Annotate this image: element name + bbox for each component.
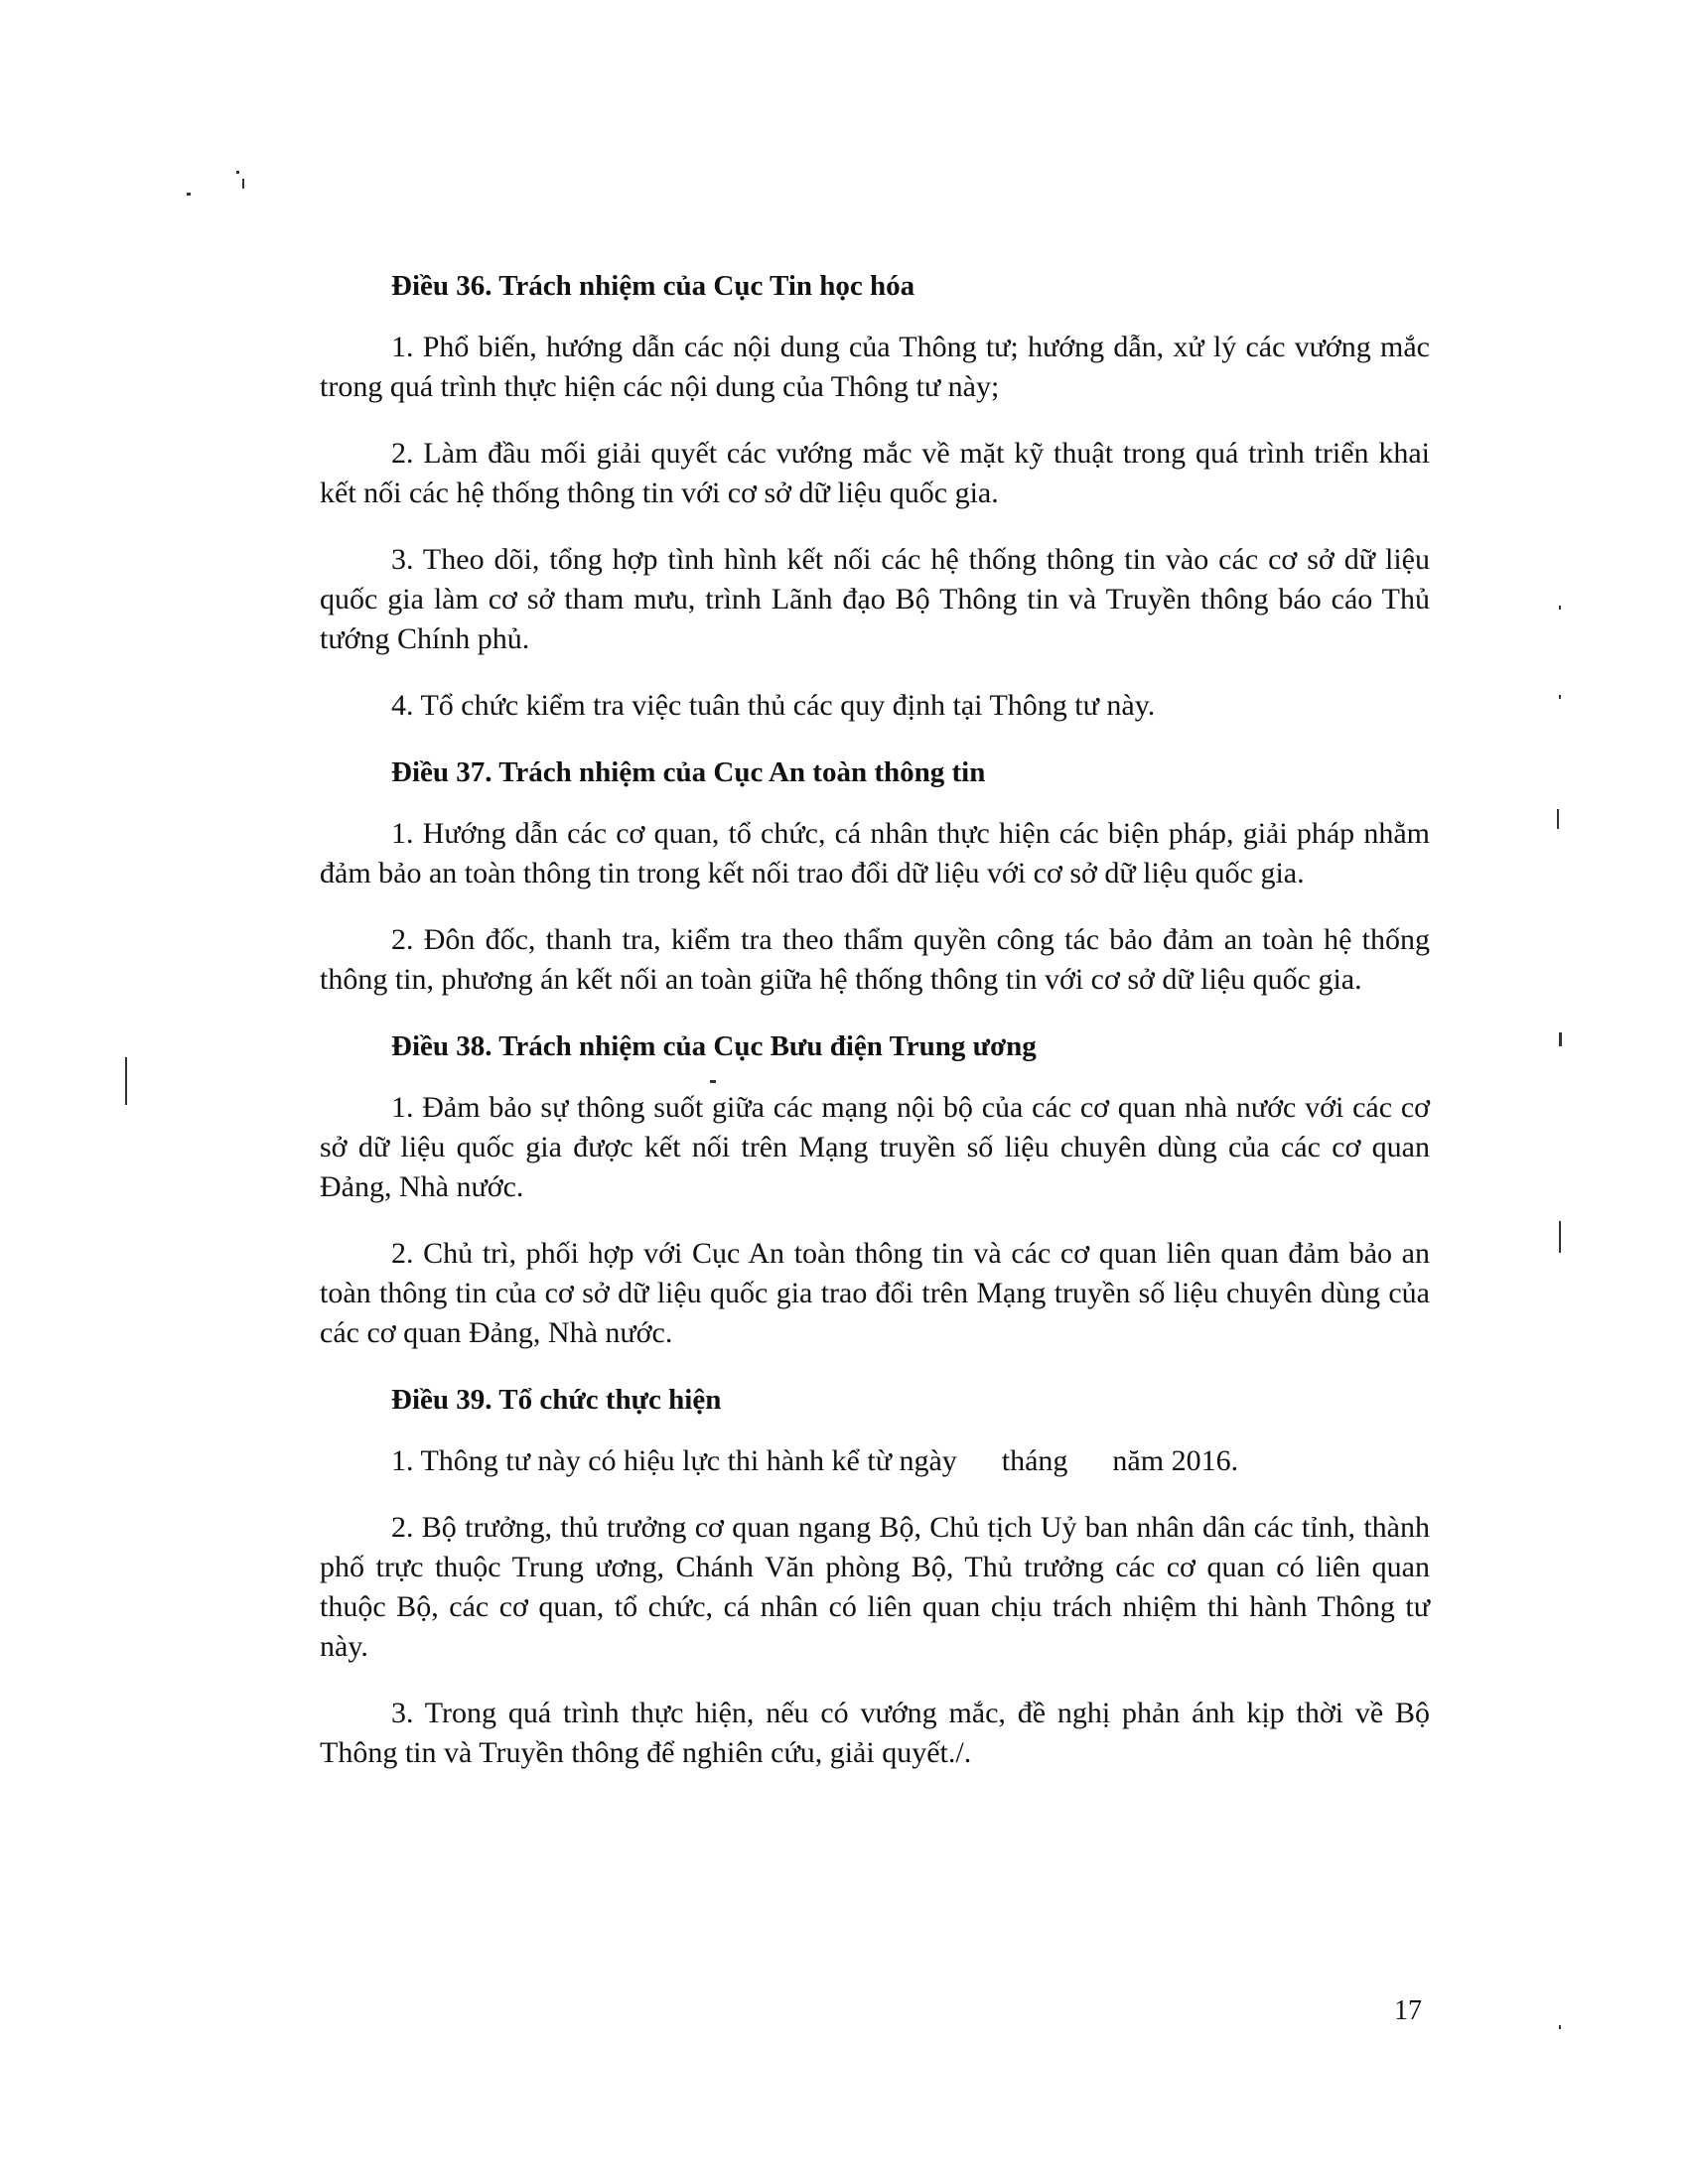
article-heading: Điều 36. Trách nhiệm của Cục Tin học hóa [391, 270, 915, 302]
article-38 [320, 1026, 1430, 1353]
article-clause: 2. Bộ trưởng, thủ trưởng cơ quan ngang Bộ, Chủ tịch Uỷ ban nhân dân các tỉnh, thành phố trực thuộc Trung ương, Chánh Văn phòng Bộ, Thủ trưởng các cơ quan có liên quan thuộc Bộ, các cơ quan, tổ chức, cá nhân có liên quan chịu trách nhiệm thi hành Thông tư này. [320, 1511, 1430, 1663]
article-clause: 4. Tổ chức kiểm tra việc tuân thủ các quy định tại Thông tư này. [391, 689, 1156, 722]
article-clause: 2. Đôn đốc, thanh tra, kiểm tra theo thẩm quyền công tác bảo đảm an toàn hệ thống thông tin, phương án kết nối an toàn giữa hệ thống thông tin với cơ sở dữ liệu quốc gia. [320, 923, 1430, 996]
scan-mark [1559, 1032, 1562, 1046]
article-39 [320, 1380, 1430, 1773]
scan-mark [1559, 695, 1561, 699]
article-clause: 2. Chủ trì, phối hợp với Cục An toàn thông tin và các cơ quan liên quan đảm bảo an toàn thông tin của cơ sở dữ liệu quốc gia trao đổi trên Mạng truyền số liệu chuyên dùng của các cơ quan Đảng, Nhà nước. [320, 1237, 1430, 1349]
scan-mark [236, 171, 239, 174]
document-body [320, 266, 1430, 1800]
article-clause: 3. Trong quá trình thực hiện, nếu có vướng mắc, đề nghị phản ánh kịp thời về Bộ Thông tin và Truyền thông để nghiên cứu, giải quyết./. [320, 1697, 1430, 1769]
article-clause: 1. Đảm bảo sự thông suốt giữa các mạng nội bộ của các cơ quan nhà nước với các cơ sở dữ liệu quốc gia được kết nối trên Mạng truyền số liệu chuyên dùng của các cơ quan Đảng, Nhà nước. [320, 1091, 1430, 1203]
article-clause: 2. Làm đầu mối giải quyết các vướng mắc về mặt kỹ thuật trong quá trình triển khai kết nối các hệ thống thông tin với cơ sở dữ liệu quốc gia. [320, 437, 1430, 509]
article-heading: Điều 38. Trách nhiệm của Cục Bưu điện Trung ương [391, 1030, 1037, 1062]
article-heading: Điều 37. Trách nhiệm của Cục An toàn thông tin [391, 756, 986, 788]
scan-mark [187, 193, 191, 196]
scan-mark [1557, 809, 1559, 829]
article-heading: Điều 39. Tổ chức thực hiện [391, 1384, 722, 1416]
scan-mark [125, 1057, 127, 1105]
page-number: 17 [1394, 1995, 1422, 2026]
article-clause: 1. Thông tư này có hiệu lực thi hành kể từ ngày tháng năm 2016. [391, 1444, 1239, 1477]
article-clause: 1. Phổ biến, hướng dẫn các nội dung của Thông tư; hướng dẫn, xử lý các vướng mắc trong quá trình thực hiện các nội dung của Thông tư này; [320, 331, 1430, 403]
scan-mark [1559, 2025, 1561, 2029]
article-clause: 1. Hướng dẫn các cơ quan, tổ chức, cá nhân thực hiện các biện pháp, giải pháp nhằm đảm bảo an toàn thông tin trong kết nối trao đổi dữ liệu với cơ sở dữ liệu quốc gia. [320, 817, 1430, 889]
article-clause: 3. Theo dõi, tổng hợp tình hình kết nối các hệ thống thông tin vào các cơ sở dữ liệu quốc gia làm cơ sở tham mưu, trình Lãnh đạo Bộ Thông tin và Truyền thông báo cáo Thủ tướng Chính phủ. [320, 543, 1430, 655]
article-36 [320, 266, 1430, 726]
scan-mark [710, 1080, 716, 1083]
scan-mark [1559, 1221, 1561, 1253]
scan-mark [242, 179, 244, 189]
article-37 [320, 752, 1430, 1000]
scan-mark [1559, 606, 1561, 610]
